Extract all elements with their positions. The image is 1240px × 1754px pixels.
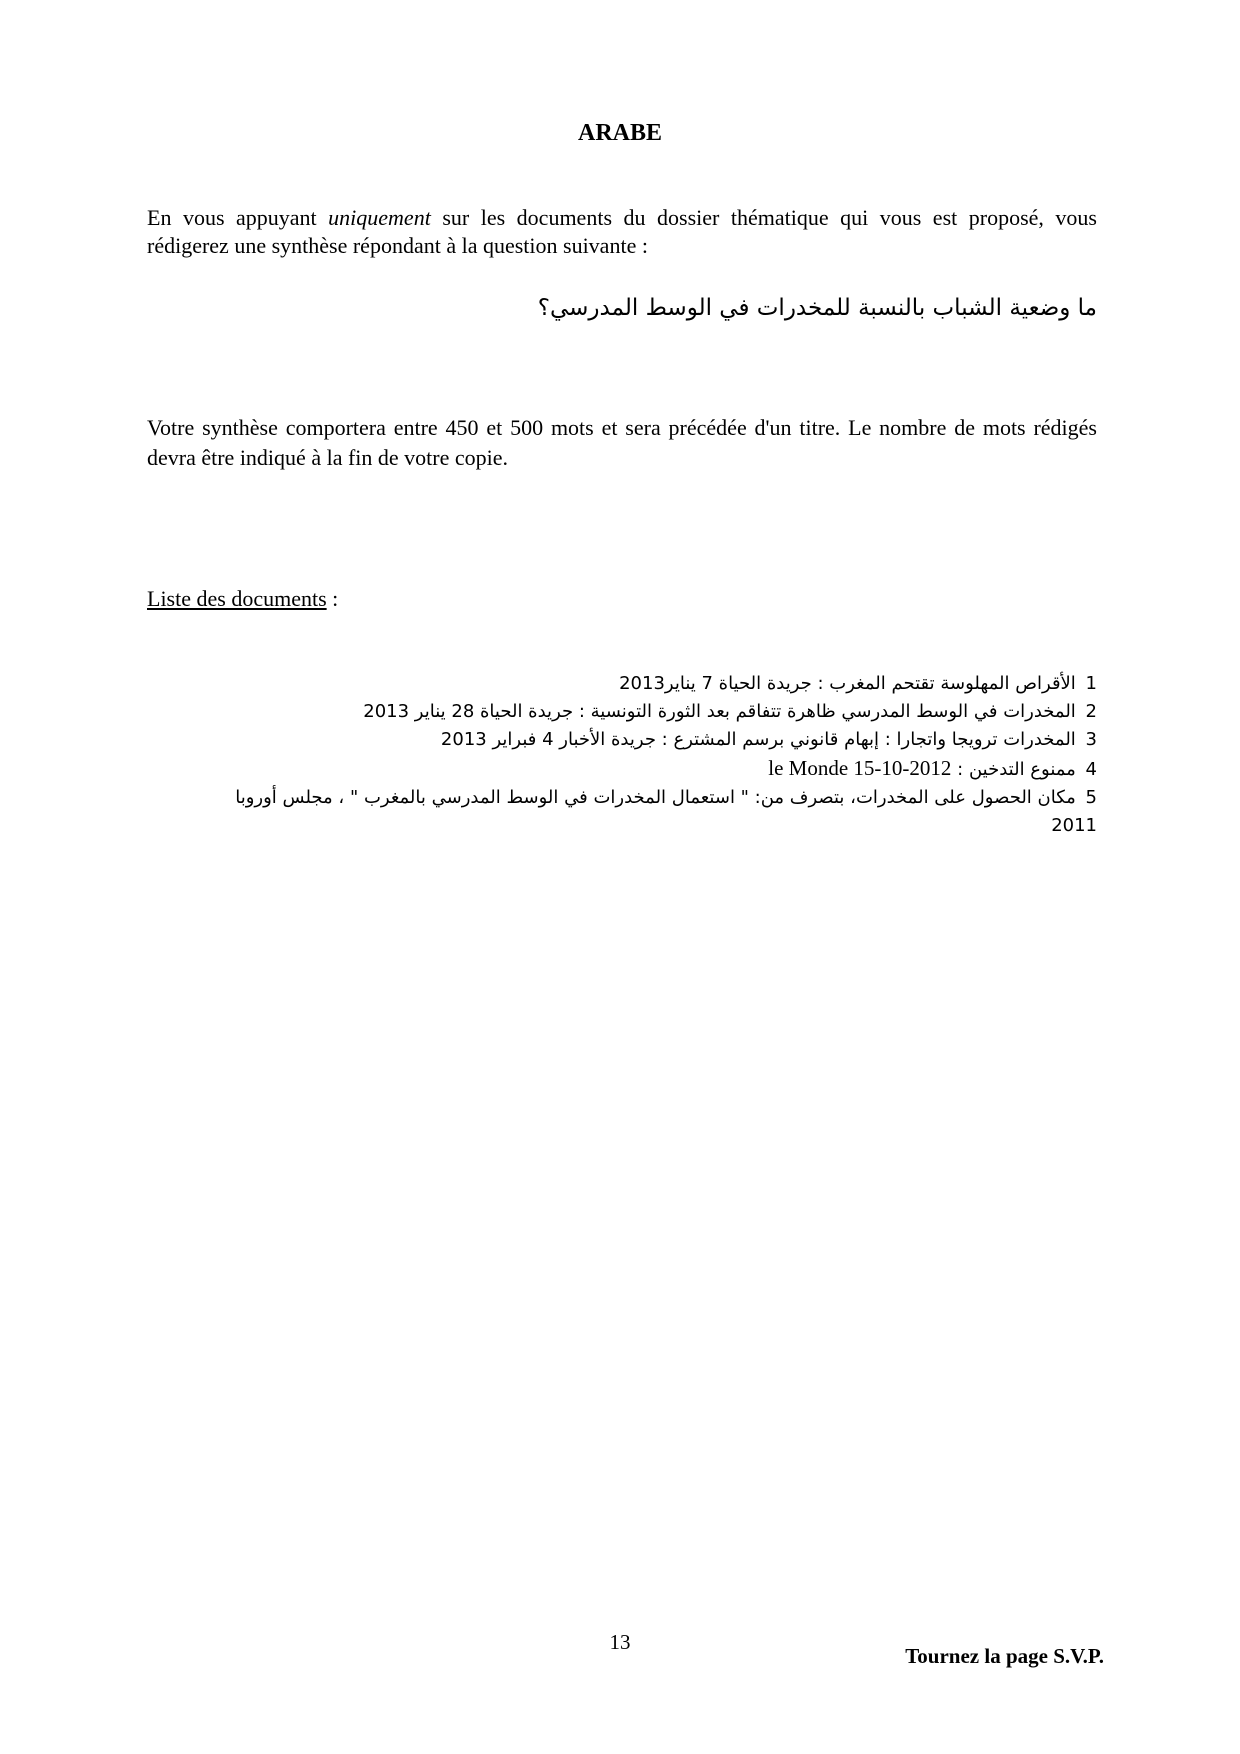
- document-item-3: [220, 726, 1097, 754]
- document-source: le Monde 15-10-2012: [768, 756, 952, 780]
- document-number: 4: [1085, 759, 1097, 780]
- page-title: ARABE: [577, 120, 662, 146]
- document-item-2: [220, 698, 1097, 726]
- constraints-paragraph: Votre synthèse comportera entre 450 et 500 mots et sera précédée d'un titre. Le nombre de mots rédigés devra être indiqué à la fin de votre copie.: [147, 415, 1097, 470]
- document-list-heading-suffix: :: [326, 586, 339, 611]
- document-number: 1: [1085, 673, 1097, 694]
- page-number: 13: [609, 1630, 631, 1654]
- document-item-4: [220, 754, 1097, 784]
- instructions-emphasis: uniquement: [328, 205, 431, 230]
- document-number: 5: [1085, 787, 1097, 808]
- document-title: المخدرات في الوسط المدرسي ظاهرة تتفاقم بعد الثورة التونسية : جريدة الحياة 28 يناير 2013: [363, 701, 1076, 722]
- document-list-heading-label: Liste des documents: [147, 586, 327, 611]
- instructions-text-start: En vous appuyant: [147, 205, 329, 230]
- document-list-heading: [147, 584, 338, 614]
- instructions-text-end: sur les documents du dossier thématique qui vous est proposé, vous rédigerez une synthèse répondant à la question suivante :: [147, 205, 1097, 258]
- document-title: الأقراص المهلوسة تقتحم المغرب : جريدة الحياة 7 يناير2013: [619, 673, 1076, 694]
- document-list: [220, 670, 1097, 840]
- synthesis-question: ما وضعية الشباب بالنسبة للمخدرات في الوسط المدرسي؟: [537, 295, 1097, 321]
- document-title: مكان الحصول على المخدرات، بتصرف من: " استعمال المخدرات في الوسط المدرسي بالمغرب " ، مجلس أوروبا 2011: [235, 787, 1097, 836]
- instructions-paragraph: [147, 204, 1097, 260]
- document-number: 3: [1085, 729, 1097, 750]
- document-number: 2: [1085, 701, 1097, 722]
- turn-page-note: Tournez la page S.V.P.: [905, 1644, 1104, 1668]
- document-title: المخدرات ترويجا واتجارا : إبهام قانوني برسم المشترع : جريدة الأخبار 4 فبراير 2013: [440, 729, 1076, 750]
- document-item-5: [220, 784, 1097, 840]
- document-item-1: [220, 670, 1097, 698]
- document-title: ممنوع التدخين :: [957, 759, 1076, 780]
